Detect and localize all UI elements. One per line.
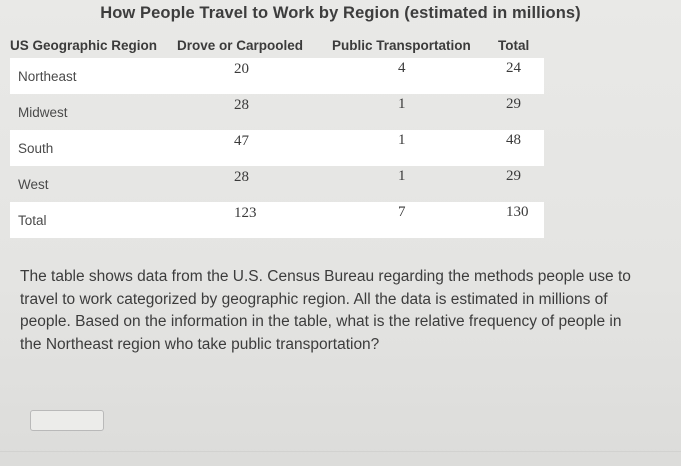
travel-table — [10, 36, 544, 238]
header-region: US Geographic Region — [10, 38, 158, 53]
cell-total: 29 — [506, 96, 521, 112]
table-header-row — [10, 36, 544, 58]
cell-public: 1 — [398, 132, 406, 148]
divider — [0, 451, 681, 452]
cell-drove: 123 — [234, 205, 257, 221]
cell-region: Northeast — [18, 69, 77, 84]
cell-public: 7 — [398, 204, 406, 220]
cell-total: 48 — [506, 132, 521, 148]
question-text: The table shows data from the U.S. Census Bureau regarding the methods people use to travel to work categorized by geographic region. All the data is estimated in millions of people. Based on the information in the table, what is the relative frequency of people in the Northeast region who take public transportation? — [20, 268, 631, 353]
cell-drove: 28 — [234, 97, 249, 113]
table-row-total — [10, 202, 544, 238]
cell-region: Midwest — [18, 105, 68, 120]
header-total: Total — [498, 38, 530, 53]
table-row — [10, 94, 544, 130]
answer-input[interactable] — [30, 410, 104, 431]
cell-public: 1 — [398, 168, 406, 184]
table-row — [10, 130, 544, 166]
table-row — [10, 166, 544, 202]
cell-region: South — [18, 141, 54, 156]
cell-drove: 47 — [234, 133, 249, 149]
header-public: Public Transportation — [332, 38, 471, 53]
cell-total: 130 — [506, 204, 529, 220]
cell-total: 29 — [506, 168, 521, 184]
cell-region: Total — [18, 213, 47, 228]
header-drove: Drove or Carpooled — [177, 38, 304, 53]
table-title: How People Travel to Work by Region (estimated in millions) — [100, 4, 581, 22]
cell-public: 4 — [398, 60, 406, 76]
cell-region: West — [18, 177, 49, 192]
cell-total: 24 — [506, 60, 521, 76]
cell-drove: 28 — [234, 169, 249, 185]
cell-public: 1 — [398, 96, 406, 112]
cell-drove: 20 — [234, 61, 249, 77]
table-row — [10, 58, 544, 94]
